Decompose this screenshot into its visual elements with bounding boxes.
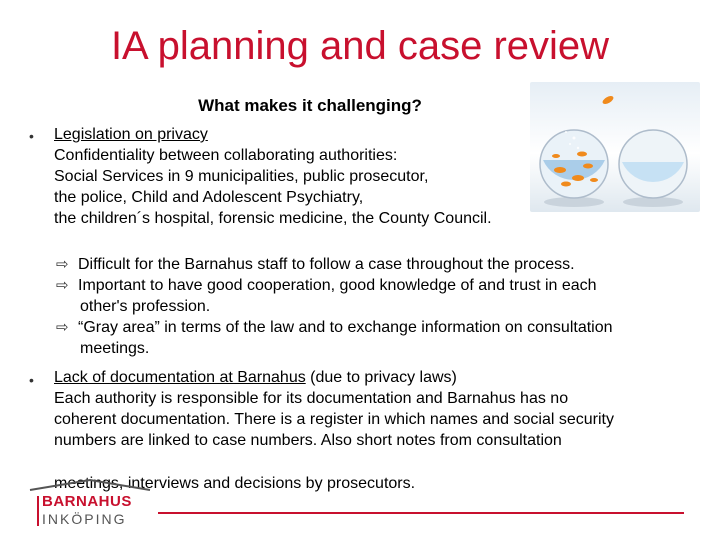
bullet2-line: coherent documentation. There is a register in which names and social security bbox=[54, 411, 614, 428]
logo-line2: INKÖPING bbox=[42, 511, 127, 527]
bullet2-line: meetings, interviews and decisions by prosecutors. bbox=[54, 475, 416, 492]
slide-subtitle: What makes it challenging? bbox=[198, 96, 422, 115]
arrow-right-icon: ⇨ bbox=[56, 277, 69, 294]
bullet2-line: Each authority is responsible for its documentation and Barnahus has no bbox=[54, 390, 569, 407]
bullet1-heading: Legislation on privacy bbox=[54, 126, 208, 143]
slide-title: IA planning and case review bbox=[110, 24, 610, 68]
bullet1-line: the police, Child and Adolescent Psychiatry, bbox=[54, 189, 364, 206]
barnahus-logo bbox=[28, 478, 158, 528]
bullet2-text bbox=[54, 367, 614, 451]
bullet2-heading: Lack of documentation at Barnahus bbox=[54, 369, 306, 386]
goldfish-bowls-photo bbox=[530, 82, 700, 212]
bullet1-line: Confidentiality between collaborating authorities: bbox=[54, 147, 398, 164]
bullet1-line: Social Services in 9 municipalities, public prosecutor, bbox=[54, 168, 429, 185]
consequence-item: ⇨ “Gray area” in terms of the law and to exchange information on consultation meetings. bbox=[56, 319, 613, 357]
bullet-icon: • bbox=[29, 128, 34, 144]
bullet1-text bbox=[54, 124, 492, 229]
consequence-item: ⇨ Difficult for the Barnahus staff to follow a case throughout the process. bbox=[56, 256, 575, 273]
footer-divider bbox=[158, 512, 684, 514]
logo-line1: BARNAHUS bbox=[42, 493, 132, 510]
consequence-item: ⇨ Important to have good cooperation, good knowledge of and trust in each other's profession. bbox=[56, 277, 597, 315]
bullet2-heading-suffix: (due to privacy laws) bbox=[305, 369, 457, 386]
bullet-icon: • bbox=[29, 372, 34, 388]
bullet2-line: numbers are linked to case numbers. Also short notes from consultation bbox=[54, 432, 562, 449]
bullet1-line: the children´s hospital, forensic medicine, the County Council. bbox=[54, 210, 492, 227]
arrow-right-icon: ⇨ bbox=[56, 256, 69, 273]
arrow-right-icon: ⇨ bbox=[56, 319, 69, 336]
